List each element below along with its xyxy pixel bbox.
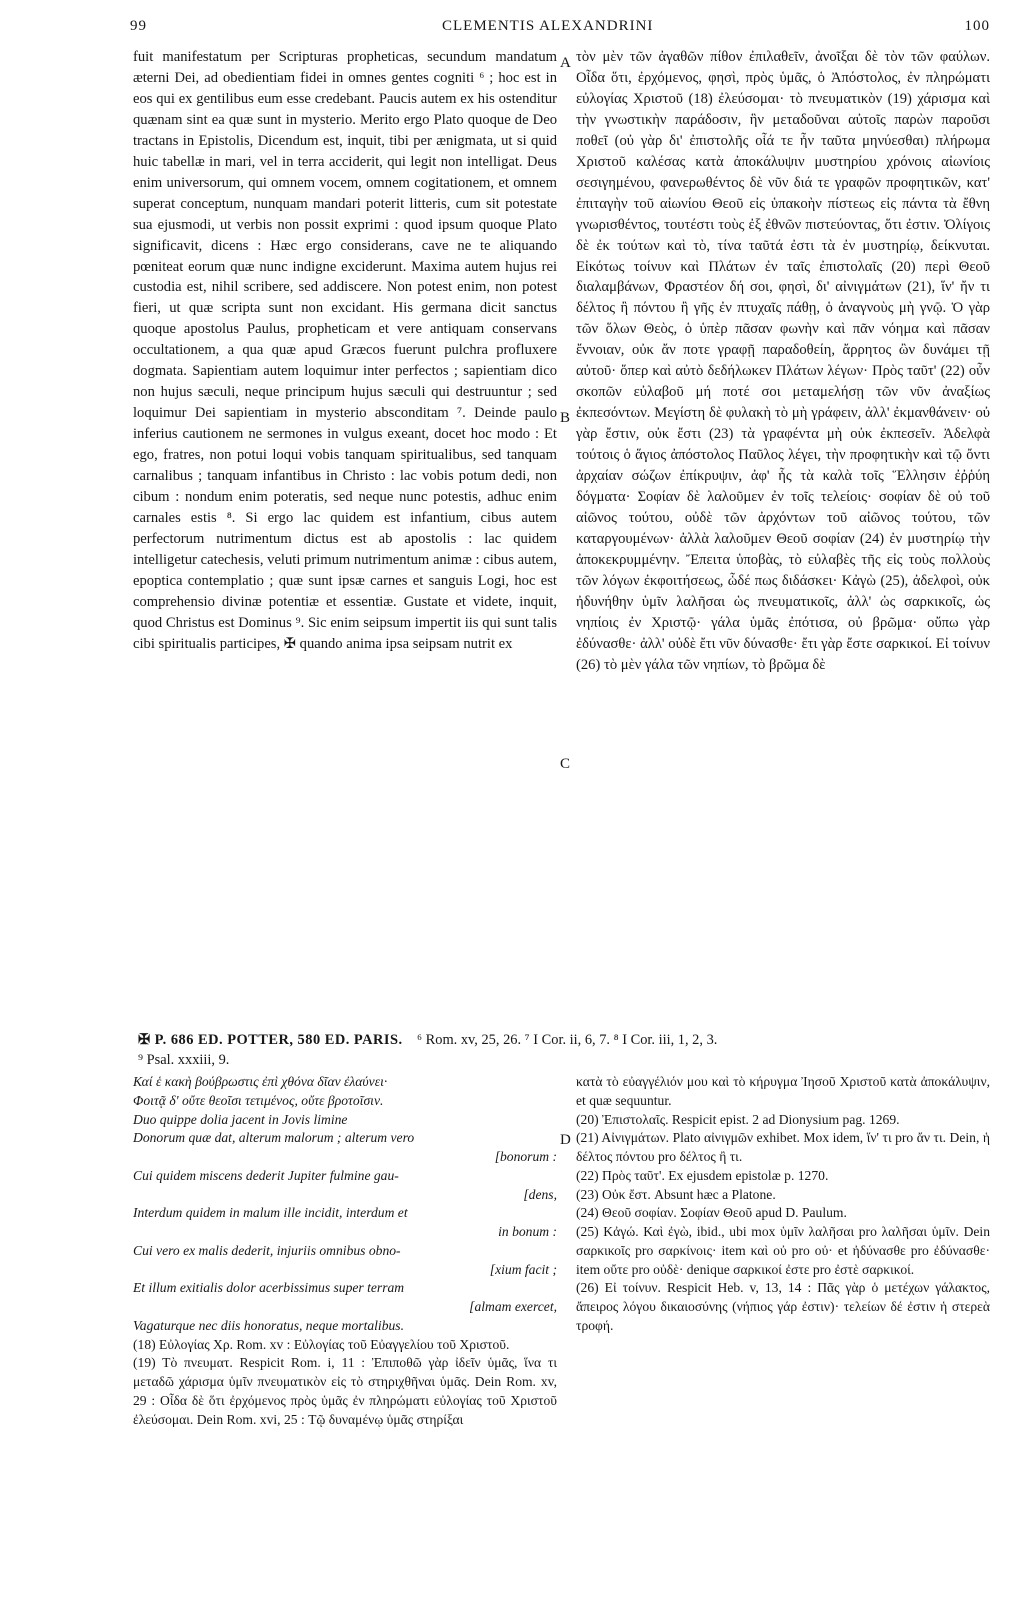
poem-line: [xium facit ; [489, 1261, 557, 1277]
running-title: CLEMENTIS ALEXANDRINI [442, 18, 654, 34]
running-header [130, 18, 990, 42]
footnote: (23) Οὐκ ἔστ. Absunt hæc a Platone. [576, 1186, 776, 1202]
scripture-refs-2: ⁹ Psal. xxxiii, 9. [138, 1052, 230, 1068]
poem-line: [almam exercet, [469, 1299, 557, 1314]
poem-line: Interdum quidem in malum ille incidit, interdum et [133, 1205, 408, 1221]
footnote: (21) Αἰνιγμάτων. Plato αἰνιγμῶν exhibet. Mox idem, ἵν' τι pro ἄν τι. Dein, ἡ δέλτος πόντου pro δέλτος ἢ τι. [576, 1130, 990, 1164]
potter-edition-ref: ✠ P. 686 ED. POTTER, 580 ED. PARIS. [138, 1032, 403, 1048]
notes-right [576, 1073, 990, 1336]
poem-line: [bonorum : [494, 1149, 557, 1164]
footnote: (18) Εὐλογίας Χρ. Rom. xv : Εὐλογίας τοῦ Εὐαγγελίου τοῦ Χριστοῦ. [133, 1336, 510, 1352]
poem-line: Cui quidem miscens dederit Jupiter fulmine gau- [133, 1167, 399, 1183]
footnote: (22) Πρὸς ταῦτ'. Ex ejusdem epistolæ p. 1270. [576, 1167, 829, 1183]
greek-column [576, 47, 990, 676]
footnote: (19) Τὸ πνευματ. Respicit Rom. i, 11 : Ἐπιποθῶ γὰρ ἰδεῖν ὑμᾶς, ἵνα τι μεταδῶ χάρισμα ὑμῖν πνευματικὸν εἰς τὸ στηριχθῆναι ὑμᾶς. Dein Rom. xv, 29 : Οἶδα δὲ ὅτι ἐρχόμενος πρὸς ὑμᾶς ἐν πληρώματι εὐλογίας τοῦ Χριστοῦ ἐλεύσομαι. Dein Rom. xvi, 25 : Τῷ δυναμένῳ ὑμᾶς στηρίξαι [133, 1355, 557, 1427]
latin-column [133, 47, 557, 655]
footnote: (20) Ἐπιστολαῖς. Respicit epist. 2 ad Dionysium pag. 1269. [576, 1111, 900, 1127]
latin-text: fuit manifestatum per Scripturas propheticas, secundum mandatum æterni Dei, ad obedientiam fidei in omnes gentes cogniti ⁶ ; hoc est in eos qui ex gentilibus eum esse credebant. Paucis autem ex his ostenditur quænam sint ea quæ sunt in mysterio. Merito ergo Plato quoque de Deo tractans in Epistolis, Dicendum est, inquit, tibi per ænigmata, ut si quid huic tabellæ in mari, vel in terra acciderit, qui legit non intelligat. Deus enim universorum, qui omnem vocem, omnem cogitationem, et omnem superat conceptum, nunquam mandari poterit litteris, cum sit potestate sua ejusmodi, ut verbis non possit exprimi : quod ipsum quoque Plato significavit, dicens : Hæc ergo considerans, cave ne te aliquando pœniteat eorum quæ nunc indigne exciderunt. Maxima autem hujus rei custodia est, nihil scribere, sed addiscere. Non potest enim, non potest fieri, ut quæ scripta sunt non excidant. His germana dicit sanctus quoque apostolus Paulus, propheticam et vere antiquam conservans occultationem, a qua quæ apud Græcos fuerunt pulchra profluxere dogmata. Sapientiam autem loquimur inter perfectos ; sapientiam dico non hujus sæculi, neque principum hujus sæculi qui destruuntur ; sed loquimur Dei sapientiam in mysterio absconditam ⁷. Deinde paulo inferius cautionem ne sermones in vulgus exeant, docet hoc modo : Et ego, fratres, non potui loqui vobis tanquam spiritualibus, sed tanquam carnalibus ; tanquam infantibus in Christo : lac vobis potum dedi, non cibum : nondum enim poteratis, sed neque nunc potestis, adhuc enim carnales estis ⁸. Si ergo lac quidem est infantium, cibus autem perfectorum nutrimentum dictus est ab apostolis : lac quidem intelligetur catechesis, veluti primum nutrimentum animæ : cibus autem, epoptica contemplatio ; quæ sunt ipsæ carnes et sanguis Logi, hoc est comprehensio divinæ potentiæ et essentiæ. Gustate et videte, inquit, quod Christus est Dominus ⁹. Sic enim seipsum impertit iis qui sunt talis cibi spiritualis participes, ✠ quando anima ipsa seipsam nutrit ex [133, 49, 557, 652]
poem-line: [dens, [523, 1186, 557, 1202]
poem-and-notes-left [133, 1073, 557, 1429]
footnote: (25) Κἀγώ. Καὶ ἐγὼ, ibid., ubi mox ὑμῖν λαλῆσαι pro λαλῆσαι ὑμῖν. Dein σαρκικοῖς pro σαρκίνοις· item καὶ οὐ pro οὐ· et ἠδύνασθε pro ἐδύνασθε· item οὔτε pro οὐδὲ· denique σαρκικοί ἐστε pro ἐστὲ σαρκικοί. [576, 1224, 990, 1277]
footnote: (26) Εἰ τοίνυν. Respicit Heb. v, 13, 14 : Πᾶς γὰρ ὁ μετέχων γάλακτος, ἄπειρος λόγου δικαιοσύνης (νήπιος γάρ ἐστιν)· τελείων δέ ἐστιν ἡ στερεὰ τροφή. [576, 1280, 990, 1333]
page-number-left: 99 [130, 18, 147, 34]
greek-text: τὸν μὲν τῶν ἀγαθῶν πίθον ἐπιλαθεῖν, ἀνοῖξαι δὲ τὸν τῶν φαύλων. Οἶδα ὅτι, ἐρχόμενος, φησὶ, πρὸς ὑμᾶς, ὁ Ἀπόστολος, ἐν πληρώματι εὐλογίας Χριστοῦ (18) ἐλεύσομαι· τὸ πνευματικὸν (19) χάρισμα καὶ τὴν γνωστικὴν παράδοσιν, ἣν μεταδοῦναι αὐτοῖς παρὼν παροῦσι ποθεῖ (οὐ γὰρ δι' ἐπιστολῆς οἷά τε ἦν ταῦτα μηνύεσθαι) πλήρωμα Χριστοῦ καλέσας κατὰ ἀποκάλυψιν μυστηρίου χρόνοις αἰωνίοις σεσιγημένου, φανερωθέντος δὲ νῦν διά τε γραφῶν προφητικῶν, κατ' ἐπιταγὴν τοῦ αἰωνίου Θεοῦ εἰς ὑπακοὴν πίστεως εἰς πάντα τὰ ἔθνη γνωρισθέντος, τουτέστι τοὺς ἐξ ἐθνῶν πιστεύοντας, ὅτι ἐστιν. Ὀλίγοις δὲ ἐκ τούτων καὶ τὸ, τίνα ταῦτά ἐστι τὰ ἐν μυστηρίῳ, δείκνυται. Εἰκότως τοίνυν καὶ Πλάτων ἐν ταῖς ἐπιστολαῖς (20) περὶ Θεοῦ διαλαμβάνων, Φραστέον δή σοι, φησὶ, δι' αἰνιγμάτων (21), ἵν' ἤν τι δέλτος ἢ πόντου ἢ γῆς ἐν πτυχαῖς πάθῃ, ὁ ἀναγνοὺς μὴ γνῷ. Ὁ γὰρ τῶν ὅλων Θεὸς, ὁ ὑπὲρ πᾶσαν φωνὴν καὶ πᾶν νόημα καὶ πᾶσαν ἔννοιαν, οὐκ ἄν ποτε γραφῇ παραδοθείη, ἄρρητος ὢν δυνάμει τῇ αὐτοῦ· ὅπερ καὶ αὐτὸ δεδήλωκεν Πλάτων λέγων· Πρὸς ταῦτ' (22) οὖν σκοπῶν εὐλαβοῦ μή ποτέ σοι μεταμελήσῃ τῶν νῦν ἀναξίως ἐκπεσόντων. Μεγίστη δὲ φυλακὴ τὸ μὴ γράφειν, ἀλλ' ἐκμανθάνειν· οὐ γὰρ ἔστιν, οὐκ ἔστι (23) τὰ γραφέντα μὴ οὐκ ἐκπεσεῖν. Ἀδελφὰ τούτοις ὁ ἅγιος ἀπόστολος Παῦλος λέγει, τὴν προφητικὴν καὶ τῷ ὄντι ἀρχαίαν σώζων ἐπίκρυψιν, ἀφ' ἧς τὰ καλὰ τοῖς Ἕλλησιν ἐῤῥύη δόγματα· Σοφίαν δὲ λαλοῦμεν ἐν τοῖς τελείοις· σοφίαν δὲ οὐ τοῦ αἰῶνος τούτου, οὐδὲ τῶν ἀρχόντων τοῦ αἰῶνος τούτου, τῶν καταργουμένων· ἀλλὰ λαλοῦμεν Θεοῦ σοφίαν (24) ἐν μυστηρίῳ τὴν ἀποκεκρυμμένην. Ἔπειτα ὑποβὰς, τὸ εὐλαβὲς τῆς εἰς τοὺς πολλοὺς τῶν λόγων ἐκφοιτήσεως, ὧδέ πως διδάσκει· Κἀγὼ (25), ἀδελφοὶ, οὐκ ἠδυνήθην ὑμῖν λαλῆσαι ὡς πνευματικοῖς, ἀλλ' ὡς σαρκικοῖς, ὡς νηπίοις ἐν Χριστῷ· γάλα ὑμᾶς ἐπότισα, οὐ βρῶμα· οὔπω γὰρ ἐδύνασθε· ἀλλ' οὐδὲ ἔτι νῦν δύνασθε· ἔτι γὰρ ἔστε σαρκικοί. Εἰ τοίνυν (26) τὸ μὲν γάλα τῶν νηπίων, τὸ βρῶμα δὲ [576, 49, 990, 673]
marker-d: D [560, 1132, 571, 1148]
footnote: (24) Θεοῦ σοφίαν. Σοφίαν Θεοῦ apud D. Paulum. [576, 1205, 847, 1221]
marker-c: C [560, 756, 571, 772]
reference-line [138, 1030, 998, 1070]
poem-line: Donorum quæ dat, alterum malorum ; alterum vero [133, 1130, 415, 1146]
scripture-refs: ⁶ Rom. xv, 25, 26. ⁷ I Cor. ii, 6, 7. ⁸ I Cor. iii, 1, 2, 3. [417, 1032, 718, 1048]
footnote: κατὰ τὸ εὐαγγέλιόν μου καὶ τὸ κήρυγμα Ἰησοῦ Χριστοῦ κατὰ ἀποκάλυψιν, et quæ sequuntur. [576, 1074, 990, 1108]
poem-line: in bonum : [498, 1224, 557, 1239]
marker-a: A [560, 55, 571, 71]
poem-line: Duo quippe dolia jacent in Jovis limine [133, 1111, 348, 1127]
poem-line: Cui vero ex malis dederit, injuriis omnibus obno- [133, 1242, 401, 1258]
poem-line: Καί ἑ κακὴ βούβρωστις ἐπὶ χθόνα δῖαν ἐλαύνει· [133, 1074, 388, 1089]
marker-b: B [560, 410, 571, 426]
poem-line: Et illum exitialis dolor acerbissimus super terram [133, 1280, 405, 1296]
page-number-right: 100 [964, 18, 990, 34]
poem-line: Φοιτᾷ δ' οὔτε θεοῖσι τετιμένος, οὔτε βροτοῖσιν. [133, 1092, 384, 1108]
poem-line: Vagaturque nec diis honoratus, neque mortalibus. [133, 1317, 404, 1333]
